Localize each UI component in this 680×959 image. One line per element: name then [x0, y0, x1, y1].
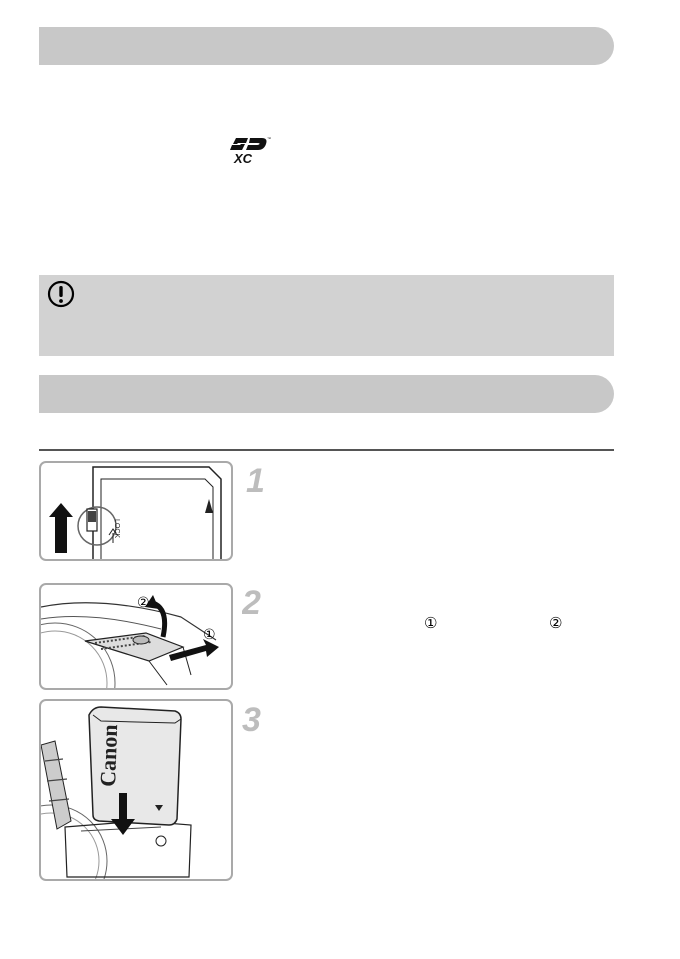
svg-text:2: 2 [242, 584, 261, 620]
lock-label: LOCK [113, 519, 120, 539]
step2-marker-2: ② [549, 614, 563, 632]
section-header-bar [39, 375, 614, 413]
battery-cover-illustration [39, 583, 233, 690]
caution-box [39, 275, 614, 356]
exclamation-circle-icon [47, 280, 75, 308]
step-number-2 [242, 584, 272, 620]
sdxc-xc-text: XC [234, 151, 253, 165]
battery-insert-illustration [39, 699, 233, 881]
step-number-1 [242, 462, 272, 498]
sd-card-lock-illustration [39, 461, 233, 561]
marker-2: ② [137, 595, 150, 611]
step2-marker-1: ① [424, 614, 438, 632]
battery-brand: Canon [95, 723, 123, 788]
marker-1: ① [203, 627, 216, 643]
svg-text:™: ™ [267, 136, 271, 141]
arrow-up-icon [49, 503, 73, 553]
step-number-3 [242, 701, 272, 737]
svg-text:1: 1 [246, 462, 265, 498]
section-header-bar [39, 27, 614, 65]
divider [39, 449, 614, 451]
svg-text:3: 3 [242, 701, 261, 737]
sdxc-logo [228, 135, 276, 165]
